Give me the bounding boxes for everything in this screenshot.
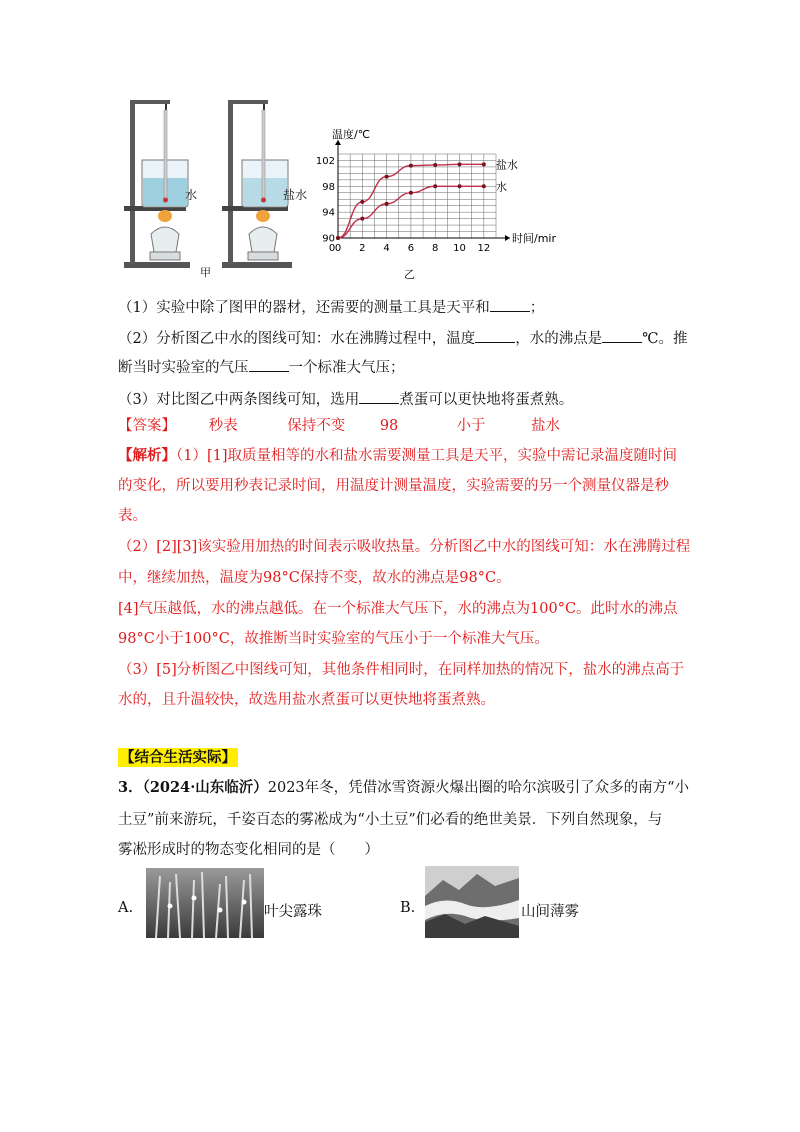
y-tick-label: 102 (316, 155, 335, 167)
data-point (482, 184, 486, 188)
series-label: 盐水 (495, 158, 518, 172)
q2-blank-2 (602, 327, 642, 343)
origin-label: 0 (328, 243, 336, 254)
answer-4: 小于 (456, 418, 486, 434)
q3-text: （3）对比图乙中两条图线可知，选用 (118, 392, 360, 408)
mountain-fog-photo (425, 866, 519, 938)
answer-3: 98 (379, 418, 399, 434)
option-b-caption: 山间薄雾 (521, 904, 579, 920)
section-heading-text: 【结合生活实际】 (120, 749, 236, 766)
x-tick-label: 2 (359, 243, 366, 254)
apparatus-drawing (118, 94, 318, 274)
q1-blank (490, 296, 530, 312)
option-a-caption: 叶尖露珠 (264, 904, 322, 920)
question-2-line-2 (118, 356, 405, 378)
q2-text: （2）分析图乙中水的图线可知：水在沸腾过程中，温度 (118, 331, 476, 347)
dewdrop-photo (146, 868, 264, 938)
data-point (385, 202, 389, 206)
problem-3-line-2: 土豆”前来游玩，千姿百态的雾凇成为“小土豆”们必看的绝世美景．下列自然现象，与 (118, 812, 663, 828)
problem-text-1: 2023年冬，凭借冰雪资源火爆出圈的哈尔滨吸引了众多的南方“小 (267, 780, 690, 796)
question-1 (118, 296, 544, 318)
option-b[interactable] (400, 866, 640, 940)
data-point (433, 184, 437, 188)
answer-row (118, 416, 560, 436)
q3-blank (359, 388, 399, 404)
answer-2: 保持不变 (287, 418, 346, 434)
data-point (458, 184, 462, 188)
answer-tag: 【答案】 (118, 418, 176, 434)
x-tick-label: 12 (477, 243, 491, 254)
q2-end: ℃。推 (642, 331, 688, 347)
analysis-line-1 (118, 446, 677, 466)
y-tick-label: 90 (322, 233, 335, 245)
setup-saltwater (222, 100, 292, 268)
x-tick-label: 10 (453, 243, 466, 254)
option-b-letter: B. (400, 900, 416, 916)
x-axis-title: 时间/min (512, 232, 556, 245)
x-tick-label: 8 (432, 243, 439, 254)
section-heading (118, 748, 238, 768)
chart-svg (316, 126, 556, 280)
problem-3-line-1 (118, 778, 689, 798)
analysis-line-8: （3）[5]分析图乙中图线可知，其他条件相同时，在同样加热的情况下，盐水的沸点高于 (118, 662, 685, 678)
label-saltwater: 盐水 (283, 188, 308, 202)
problem-number: 3． (118, 779, 143, 796)
q2-blank-1 (475, 327, 515, 343)
analysis-line-4: （2）[2][3]该实验用加热的时间表示吸收热量。分析图乙中水的图线可知：水在沸腾过程 (118, 539, 691, 555)
q3-end: 煮蛋可以更快地将蛋煮熟。 (399, 392, 574, 408)
analysis-line-2: 的变化，所以要用秒表记录时间，用温度计测量温度，实验需要的另一个测量仪器是秒 (118, 478, 669, 494)
data-point (409, 164, 413, 168)
analysis-line-5: 中，继续加热，温度为98°C保持不变，故水的沸点是98°C。 (118, 570, 511, 586)
option-a[interactable] (118, 868, 358, 940)
option-a-letter: A. (118, 900, 134, 916)
question-3 (118, 388, 573, 410)
data-point (360, 217, 364, 221)
caption-yi: 乙 (404, 268, 415, 281)
analysis-tag: 【解析】 (118, 447, 176, 464)
data-point (336, 236, 340, 240)
apparatus-figure (118, 94, 318, 279)
analysis-line-3: 表。 (118, 508, 147, 524)
answer-5: 盐水 (531, 418, 561, 434)
q2-mid: ，水的沸点是 (515, 331, 603, 347)
analysis-line-7: 98°C小于100°C，故推断当时实验室的气压小于一个标准大气压。 (118, 631, 549, 647)
label-water: 水 (185, 188, 198, 202)
problem-3-line-3: 雾凇形成时的物态变化相同的是（ ） (118, 842, 379, 858)
setup-water (124, 100, 190, 268)
series-label: 水 (495, 180, 507, 194)
x-tick-label: 6 (407, 243, 415, 254)
q1-end: ； (529, 300, 545, 316)
temperature-chart (316, 126, 556, 280)
data-point (458, 162, 462, 166)
question-2-line-1 (118, 327, 687, 349)
data-point (482, 162, 486, 166)
data-point (385, 175, 389, 179)
analysis-text-1: （1）[1]取质量相等的水和盐水需要测量工具是天平，实验中需记录温度随时间 (176, 448, 678, 464)
x-axis-arrow (505, 235, 510, 241)
data-point (409, 191, 413, 195)
data-point (433, 163, 437, 167)
q1-text: （1）实验中除了图甲的器材，还需要的测量工具是天平和 (118, 300, 490, 316)
analysis-line-9: 水的，且升温较快，故选用盐水煮蛋可以更快地将蛋煮熟。 (118, 692, 495, 708)
q2-blank-3 (249, 356, 289, 372)
y-tick-label: 94 (322, 207, 335, 219)
analysis-line-6: [4]气压越低，水的沸点越低。在一个标准大气压下，水的沸点为100°C。此时水的沸点 (118, 601, 678, 617)
caption-jia: 甲 (200, 266, 211, 279)
data-point (360, 200, 364, 204)
y-tick-label: 98 (322, 181, 335, 193)
problem-source: （2024·山东临沂） (142, 779, 268, 796)
x-tick-label: 4 (383, 243, 390, 254)
q2b-text: 断当时实验室的气压 (118, 360, 249, 376)
answer-1: 秒表 (208, 418, 238, 434)
q2b-end: 一个标准大气压； (288, 360, 405, 376)
x-tick-label: 0 (334, 243, 342, 254)
y-axis-title: 温度/℃ (332, 128, 371, 141)
